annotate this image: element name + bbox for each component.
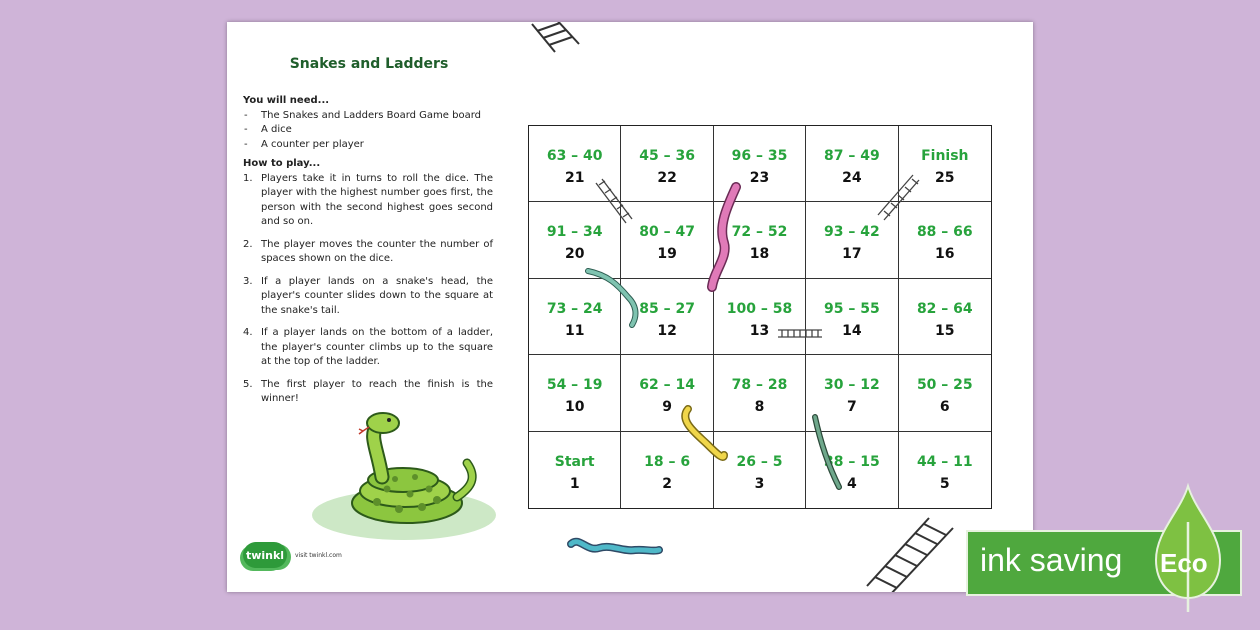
- ink-saving-label: ink saving: [980, 542, 1123, 578]
- square-number: 7: [847, 399, 857, 416]
- square-number: 24: [842, 170, 862, 186]
- ladder-icon: [778, 330, 822, 337]
- square-question: 72 – 52: [731, 224, 788, 241]
- square-question: 96 – 35: [731, 148, 788, 164]
- square-number: 5: [939, 475, 950, 492]
- ladder-icon: [861, 516, 961, 592]
- rule-step: 4. If a player lands on the bottom of a ladder, the player's counter climbs up to the square at the top of the ladder.: [243, 327, 493, 367]
- square-question: 62 – 14: [639, 377, 695, 394]
- rule-step: 1. Players take it in turns to roll the dice. The player with the highest number goes first, the person with the second highest goes second and so on.: [243, 172, 493, 227]
- square-number: 9: [662, 399, 672, 416]
- square-question: 78 – 28: [731, 377, 788, 394]
- square-number: 14: [842, 322, 862, 339]
- materials-list: [243, 109, 493, 153]
- worksheet-title: Snakes and Ladders: [289, 56, 449, 72]
- square-number: 25: [935, 170, 955, 186]
- square-question: 80 – 47: [639, 224, 695, 241]
- square-number: 16: [935, 246, 955, 263]
- twinkl-badge: twinkl: [243, 542, 287, 568]
- you-will-need-heading: You will need...: [243, 95, 330, 106]
- square-number: 6: [939, 399, 950, 416]
- square-number: 2: [662, 475, 672, 492]
- square-question: 91 – 34: [546, 224, 603, 241]
- square-question: 82 – 64: [916, 300, 973, 317]
- square-question: 88 – 66: [916, 224, 973, 241]
- square-question: 30 – 12: [824, 377, 880, 394]
- rule-step: 3. If a player lands on a snake's head, the player's counter slides down to the square at the snake's tail.: [243, 275, 493, 316]
- coiled-snake-illustration: [307, 407, 497, 557]
- square-number: 10: [564, 399, 585, 416]
- board-overlay: [528, 125, 993, 510]
- small-snake-illustration: [565, 532, 665, 562]
- square-number: 19: [657, 246, 677, 263]
- rule-step: 2. The player moves the counter the number of spaces shown on the dice.: [243, 238, 493, 264]
- square-number: 8: [754, 399, 765, 416]
- square-number: 4: [847, 475, 857, 492]
- square-question: 45 – 36: [639, 148, 695, 164]
- square-question: 50 – 25: [916, 377, 973, 394]
- square-number: 22: [657, 170, 677, 186]
- square-question: 54 – 19: [546, 377, 603, 394]
- square-question: 95 – 55: [824, 300, 880, 317]
- square-question: 85 – 27: [639, 300, 695, 317]
- ladder-icon: [596, 179, 632, 223]
- ladder-icon: [527, 22, 587, 54]
- rules-list: [243, 172, 493, 407]
- square-question: Start: [554, 453, 595, 470]
- square-question: Finish: [921, 148, 969, 164]
- ladder-icon: [878, 175, 919, 220]
- square-number: 17: [842, 246, 862, 263]
- yellow-snake-icon: [685, 409, 724, 457]
- material-item: - The Snakes and Ladders Board Game board: [243, 109, 493, 124]
- square-number: 3: [754, 475, 765, 492]
- square-question: 93 – 42: [824, 224, 880, 241]
- square-number: 1: [569, 475, 580, 492]
- square-question: 100 – 58: [726, 300, 793, 317]
- square-question: 18 – 6: [644, 453, 691, 470]
- square-question: 63 – 40: [546, 148, 603, 164]
- square-number: 15: [935, 322, 955, 339]
- square-number: 11: [564, 322, 585, 339]
- square-question: 38 – 15: [824, 453, 880, 470]
- square-number: 20: [564, 246, 585, 263]
- material-item: - A counter per player: [243, 138, 493, 153]
- square-question: 87 – 49: [824, 148, 880, 164]
- how-to-play-heading: How to play...: [243, 158, 321, 169]
- square-number: 18: [749, 246, 770, 263]
- eco-badge: Eco: [1160, 548, 1208, 578]
- twinkl-logo: [243, 542, 342, 568]
- worksheet: [227, 22, 1033, 592]
- square-number: 23: [749, 170, 770, 186]
- material-item: - A dice: [243, 123, 493, 138]
- square-question: 44 – 11: [916, 453, 973, 470]
- square-question: 26 – 5: [736, 453, 783, 470]
- twinkl-url: visit twinkl.com: [295, 551, 342, 559]
- square-number: 12: [657, 322, 677, 339]
- square-number: 21: [564, 170, 585, 186]
- square-number: 13: [749, 322, 770, 339]
- square-question: 73 – 24: [546, 300, 603, 317]
- rule-step: 5. The first player to reach the finish is the winner!: [243, 378, 493, 404]
- instructions: [243, 94, 493, 415]
